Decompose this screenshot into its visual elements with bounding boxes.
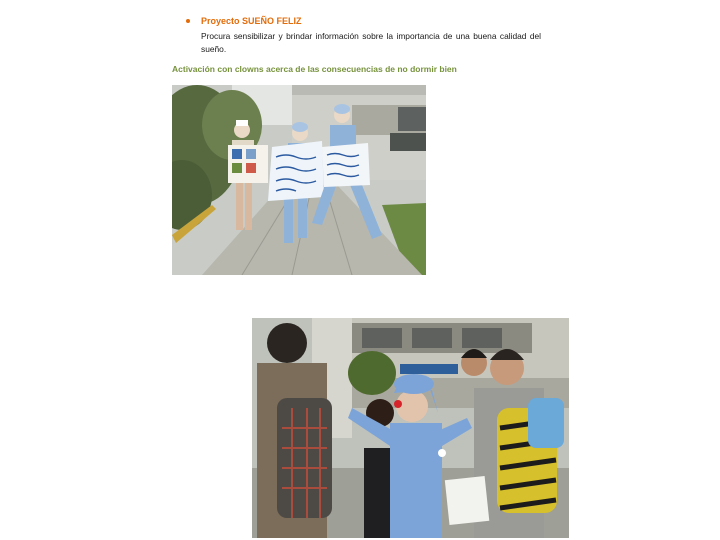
project-title: Proyecto SUEÑO FELIZ bbox=[201, 16, 302, 26]
project-description: Procura sensibilizar y brindar información sobre la importancia de una buena calidad del sueño. bbox=[201, 31, 541, 54]
activity-caption: Activación con clowns acerca de las consecuencias de no dormir bien bbox=[172, 64, 457, 74]
clowns-with-signs-photo bbox=[172, 85, 426, 275]
clown-with-students-photo bbox=[252, 318, 569, 538]
bullet-dot-icon bbox=[186, 19, 190, 23]
